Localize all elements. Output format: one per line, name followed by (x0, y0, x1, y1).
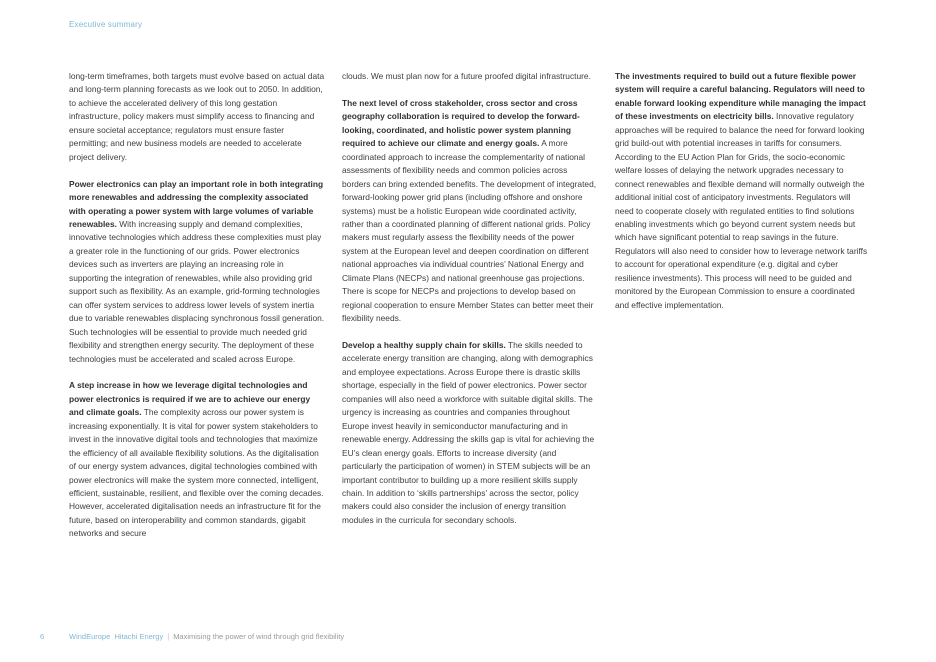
column-2 (342, 70, 598, 541)
paragraph-lead: A step increase in how we leverage digital technologies and power electronics is required if we are to achieve our energy and climate goals. (69, 380, 311, 418)
footer-org-windeurope: WindEurope (69, 632, 111, 641)
footer-org-hitachi: Hitachi Energy (114, 632, 164, 641)
paragraph-text: With increasing supply and demand complexities, innovative technologies which address these complexities must play a greater role in the functioning of our grids. Power electronics devices such as inverters are playing an increasing role in supporting the integration of renewables, while also providing grid support such as flexibility. As an example, grid-forming technologies can offer system services to address lower levels of system inertia due to variable renewables displacing synchronous fossil generation. Such technologies will be essential to provide much needed grid flexibility and strengthen energy security. The deployment of these technologies must be accelerated and scaled across Europe. (69, 218, 325, 364)
footer-separator: | (167, 632, 170, 641)
paragraph (69, 379, 325, 540)
paragraph-lead: Develop a healthy supply chain for skills. (342, 340, 506, 351)
column-1 (69, 70, 325, 554)
paragraph (342, 339, 598, 527)
paragraph-text: The complexity across our power system is increasing exponentially. It is vital for power system stakeholders to invest in the innovative digital tools and technologies that maximize the efficiency of all available flexibility solutions. As the digitalisation of our energy system advances, digital technologies combined with power electronics will make the system more connected, intelligent, efficient, sustainable, resilient, and flexible over the coming decades. However, accelerated digitalisation needs an infrastructure fit for the future, based on interoperability and common standards, gigabit networks and secure (69, 407, 324, 539)
paragraph-text: A more coordinated approach to increase the complementarity of national assessments of flexibility needs and common policies across borders can bring extended benefits. The development of integrated, forward-looking power grid plans (including offshore and onshore systems) must be a holistic European wide coordinated activity, rather than a coordinated planning of different national grids. Policy makers must regularly assess the flexibility needs of the power system at the European level and deepen coordination on different national approaches via individual countries’ National Energy and Climate Plans (NECPs) and national greenhouse gas projections. There is scope for NECPs and projections to develop based on regional cooperation to ensure Member States can better meet their flexibility needs. (342, 138, 597, 324)
paragraph (342, 70, 598, 83)
page-footer (40, 632, 344, 641)
footer-document-title: Maximising the power of wind through grid flexibility (173, 632, 345, 641)
paragraph-text: clouds. We must plan now for a future proofed digital infrastructure. (342, 71, 591, 81)
paragraph-text: The skills needed to accelerate energy transition are changing, along with demographics and employee expectations. Across Europe there is drastic skills shortage, especially in the field of power electronics. Power sector companies will also need a workforce with suitable digital skills. The urgency is increasing as countries and companies throughout Europe invest heavily in semiconductor manufacturing and in renewable energy. Addressing the skills gap is vital for achieving the EU’s clean energy goals. Efforts to increase diversity (and particularly the participation of women) in STEM subjects will be an important contributor to building up a more resilient skills supply chain. In addition to ‘skills partnerships’ across the sector, policy makers could also consider the inclusion of energy transition modules in the curricula for secondary schools. (342, 340, 595, 525)
paragraph-lead: The investments required to build out a future flexible power system will require a careful balancing. Regulators will need to enable forward looking expenditure while managing the impact of these investments on electricity bills. (615, 71, 866, 122)
paragraph-text: Innovative regulatory approaches will be required to balance the need for forward looking grid build-out with potential increases in tariffs for consumers. According to the EU Action Plan for Grids, the socio-economic welfare losses of delaying the network upgrades necessary to connect renewables and flexible demand will normally outweigh the additional initial cost of anticipatory investments. Regulators will need to cooperate closely with regulated entities to find solutions enabling investments which go beyond current system needs but which have significant potential to reap savings in the future. Regulators will also need to consider how to leverage network tariffs to account for operational expenditure (e.g. digital and cyber resilience investments). This process will need to be guided and monitored by the European Commission to ensure a coordinated and effective implementation. (615, 111, 868, 310)
paragraph (342, 97, 598, 326)
paragraph (69, 178, 325, 366)
paragraph (69, 70, 325, 164)
page-number: 6 (40, 632, 45, 641)
paragraph-lead: The next level of cross stakeholder, cross sector and cross geography collaboration is required to develop the forward-looking, coordinated, and holistic power system planning required to achieve our climate and energy goals. (342, 97, 580, 149)
paragraph-text: long-term timeframes, both targets must evolve based on actual data and long-term planning forecasts as we look out to 2050. In addition, to achieve the accelerated delivery of this long gestation infrastructure, policy makers must simplify access to financing and ensure societal acceptance; regulators must ensure faster permitting; and new business models are needed to accelerate project delivery. (69, 71, 325, 162)
section-header: Executive summary (69, 20, 143, 29)
paragraph-lead: Power electronics can play an important role in both integrating more renewables and addressing the complexity associated with operating a power system with large volumes of variable renewables. (69, 178, 324, 229)
column-3 (615, 70, 871, 326)
paragraph (615, 70, 871, 312)
